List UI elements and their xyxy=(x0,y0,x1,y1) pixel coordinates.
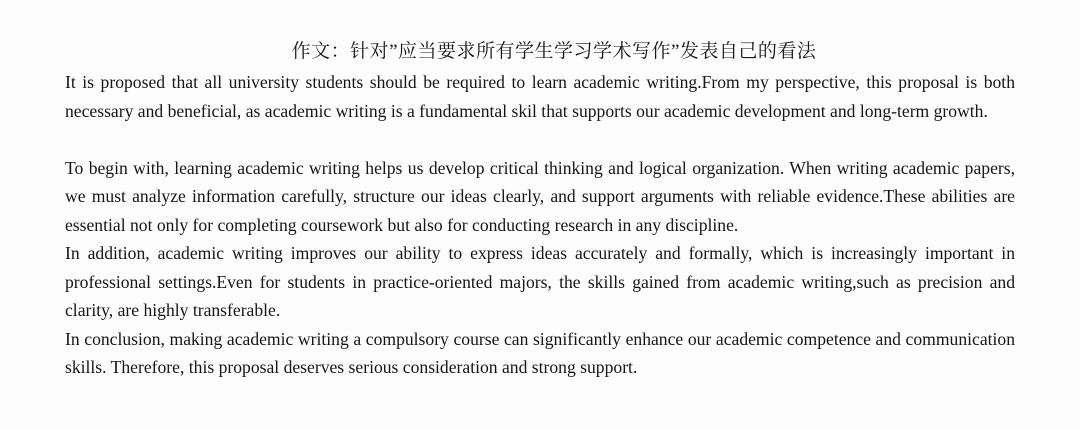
paragraph-intro: It is proposed that all university students should be required to learn academic writing.From my perspective, this proposal is both necessary and beneficial, as academic writing is a fundamental skil that supports our academic development and long-term growth. xyxy=(65,72,1015,121)
paragraph-conclusion: In conclusion, making academic writing a compulsory course can significantly enhance our academic competence and communication skills. Therefore, this proposal deserves serious consideration and strong support. xyxy=(65,328,1015,377)
essay-title: 作文：针对”应当要求所有学生学习学术写作”发表自己的看法 xyxy=(291,41,817,62)
essay-body xyxy=(65,68,1015,382)
paragraph-first-point: To begin with, learning academic writing helps us develop critical thinking and logical organization. When writing academic papers, we must analyze information carefully, structure our ideas clearly, and support arguments with reliable evidence.These abilities are essential not only for completing coursework but also for conducting research in any discipline. xyxy=(65,157,1015,235)
paragraph-second-point: In addition, academic writing improves our ability to express ideas accurately and formally, which is increasingly important in professional settings.Even for students in practice-oriented majors, the skills gained from academic writing,such as precision and clarity, are highly transferable. xyxy=(65,243,1015,320)
